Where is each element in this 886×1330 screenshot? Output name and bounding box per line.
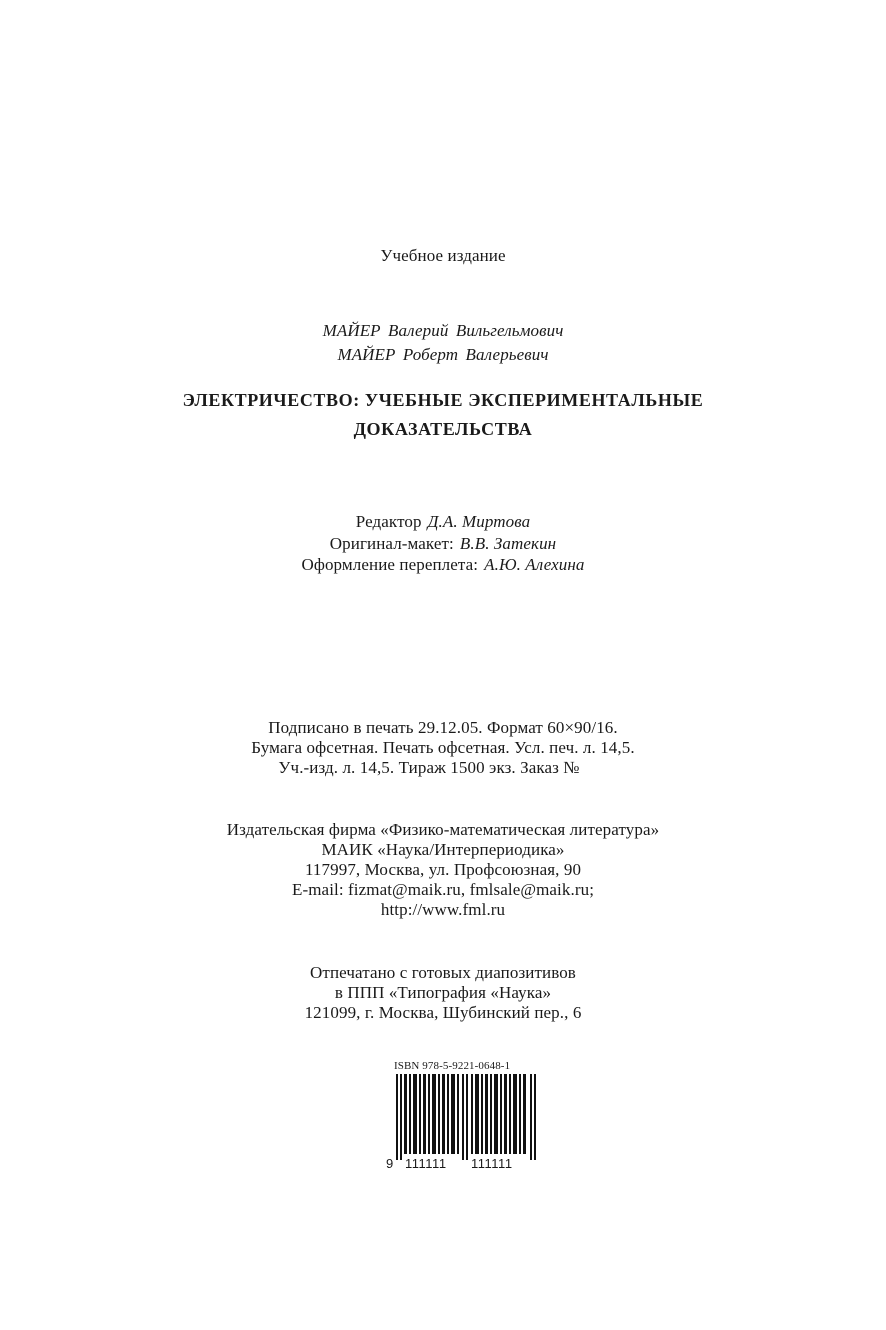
credit-name: А.Ю. Алехина bbox=[484, 555, 585, 574]
author-1: МАЙЕР Валерий Вильгельмович bbox=[322, 321, 564, 340]
publisher-email: E-mail: fizmat@maik.ru, fmlsale@maik.ru; bbox=[291, 880, 595, 899]
credit-role: Оформление переплета: bbox=[301, 555, 479, 574]
book-title-line-2: ДОКАЗАТЕЛЬСТВА bbox=[353, 419, 533, 439]
credit-name: Д.А. Миртова bbox=[427, 512, 531, 531]
print-info-line-3: Уч.-изд. л. 14,5. Тираж 1500 экз. Заказ № bbox=[278, 758, 580, 777]
publisher-line-1: Издательская фирма «Физико-математическая литература» bbox=[226, 820, 660, 839]
isbn-text: ISBN 978-5-9221-0648-1 bbox=[394, 1060, 511, 1072]
print-info-line-1: Подписано в печать 29.12.05. Формат 60×90/16. bbox=[268, 718, 618, 737]
barcode-right-digits: 111111 bbox=[471, 1156, 513, 1171]
credit-name: В.В. Затекин bbox=[459, 534, 557, 553]
barcode-left-digits: 111111 bbox=[405, 1156, 447, 1171]
isbn-barcode bbox=[386, 1060, 536, 1172]
print-info-line-2: Бумага офсетная. Печать офсетная. Усл. печ. л. 14,5. bbox=[251, 738, 635, 757]
credit-cover bbox=[0, 555, 886, 575]
credit-editor bbox=[0, 512, 886, 532]
credit-layout bbox=[0, 534, 886, 554]
publisher-line-2: МАИК «Наука/Интерпериодика» bbox=[321, 840, 565, 859]
credit-role: Редактор bbox=[355, 512, 422, 531]
book-title-line-1: ЭЛЕКТРИЧЕСТВО: УЧЕБНЫЕ ЭКСПЕРИМЕНТАЛЬНЫЕ bbox=[182, 390, 704, 410]
author-2: МАЙЕР Роберт Валерьевич bbox=[337, 345, 549, 364]
barcode-bars bbox=[396, 1074, 536, 1160]
publisher-website: http://www.fml.ru bbox=[380, 900, 506, 919]
barcode-lead-digit: 9 bbox=[386, 1156, 394, 1171]
printer-line-3: 121099, г. Москва, Шубинский пер., 6 bbox=[304, 1003, 582, 1022]
credit-role: Оригинал-макет: bbox=[329, 534, 454, 553]
publisher-line-3: 117997, Москва, ул. Профсоюзная, 90 bbox=[304, 860, 582, 879]
edition-type: Учебное издание bbox=[380, 246, 506, 265]
printer-line-1: Отпечатано с готовых диапозитивов bbox=[310, 963, 576, 982]
printer-line-2: в ППП «Типография «Наука» bbox=[334, 983, 552, 1002]
